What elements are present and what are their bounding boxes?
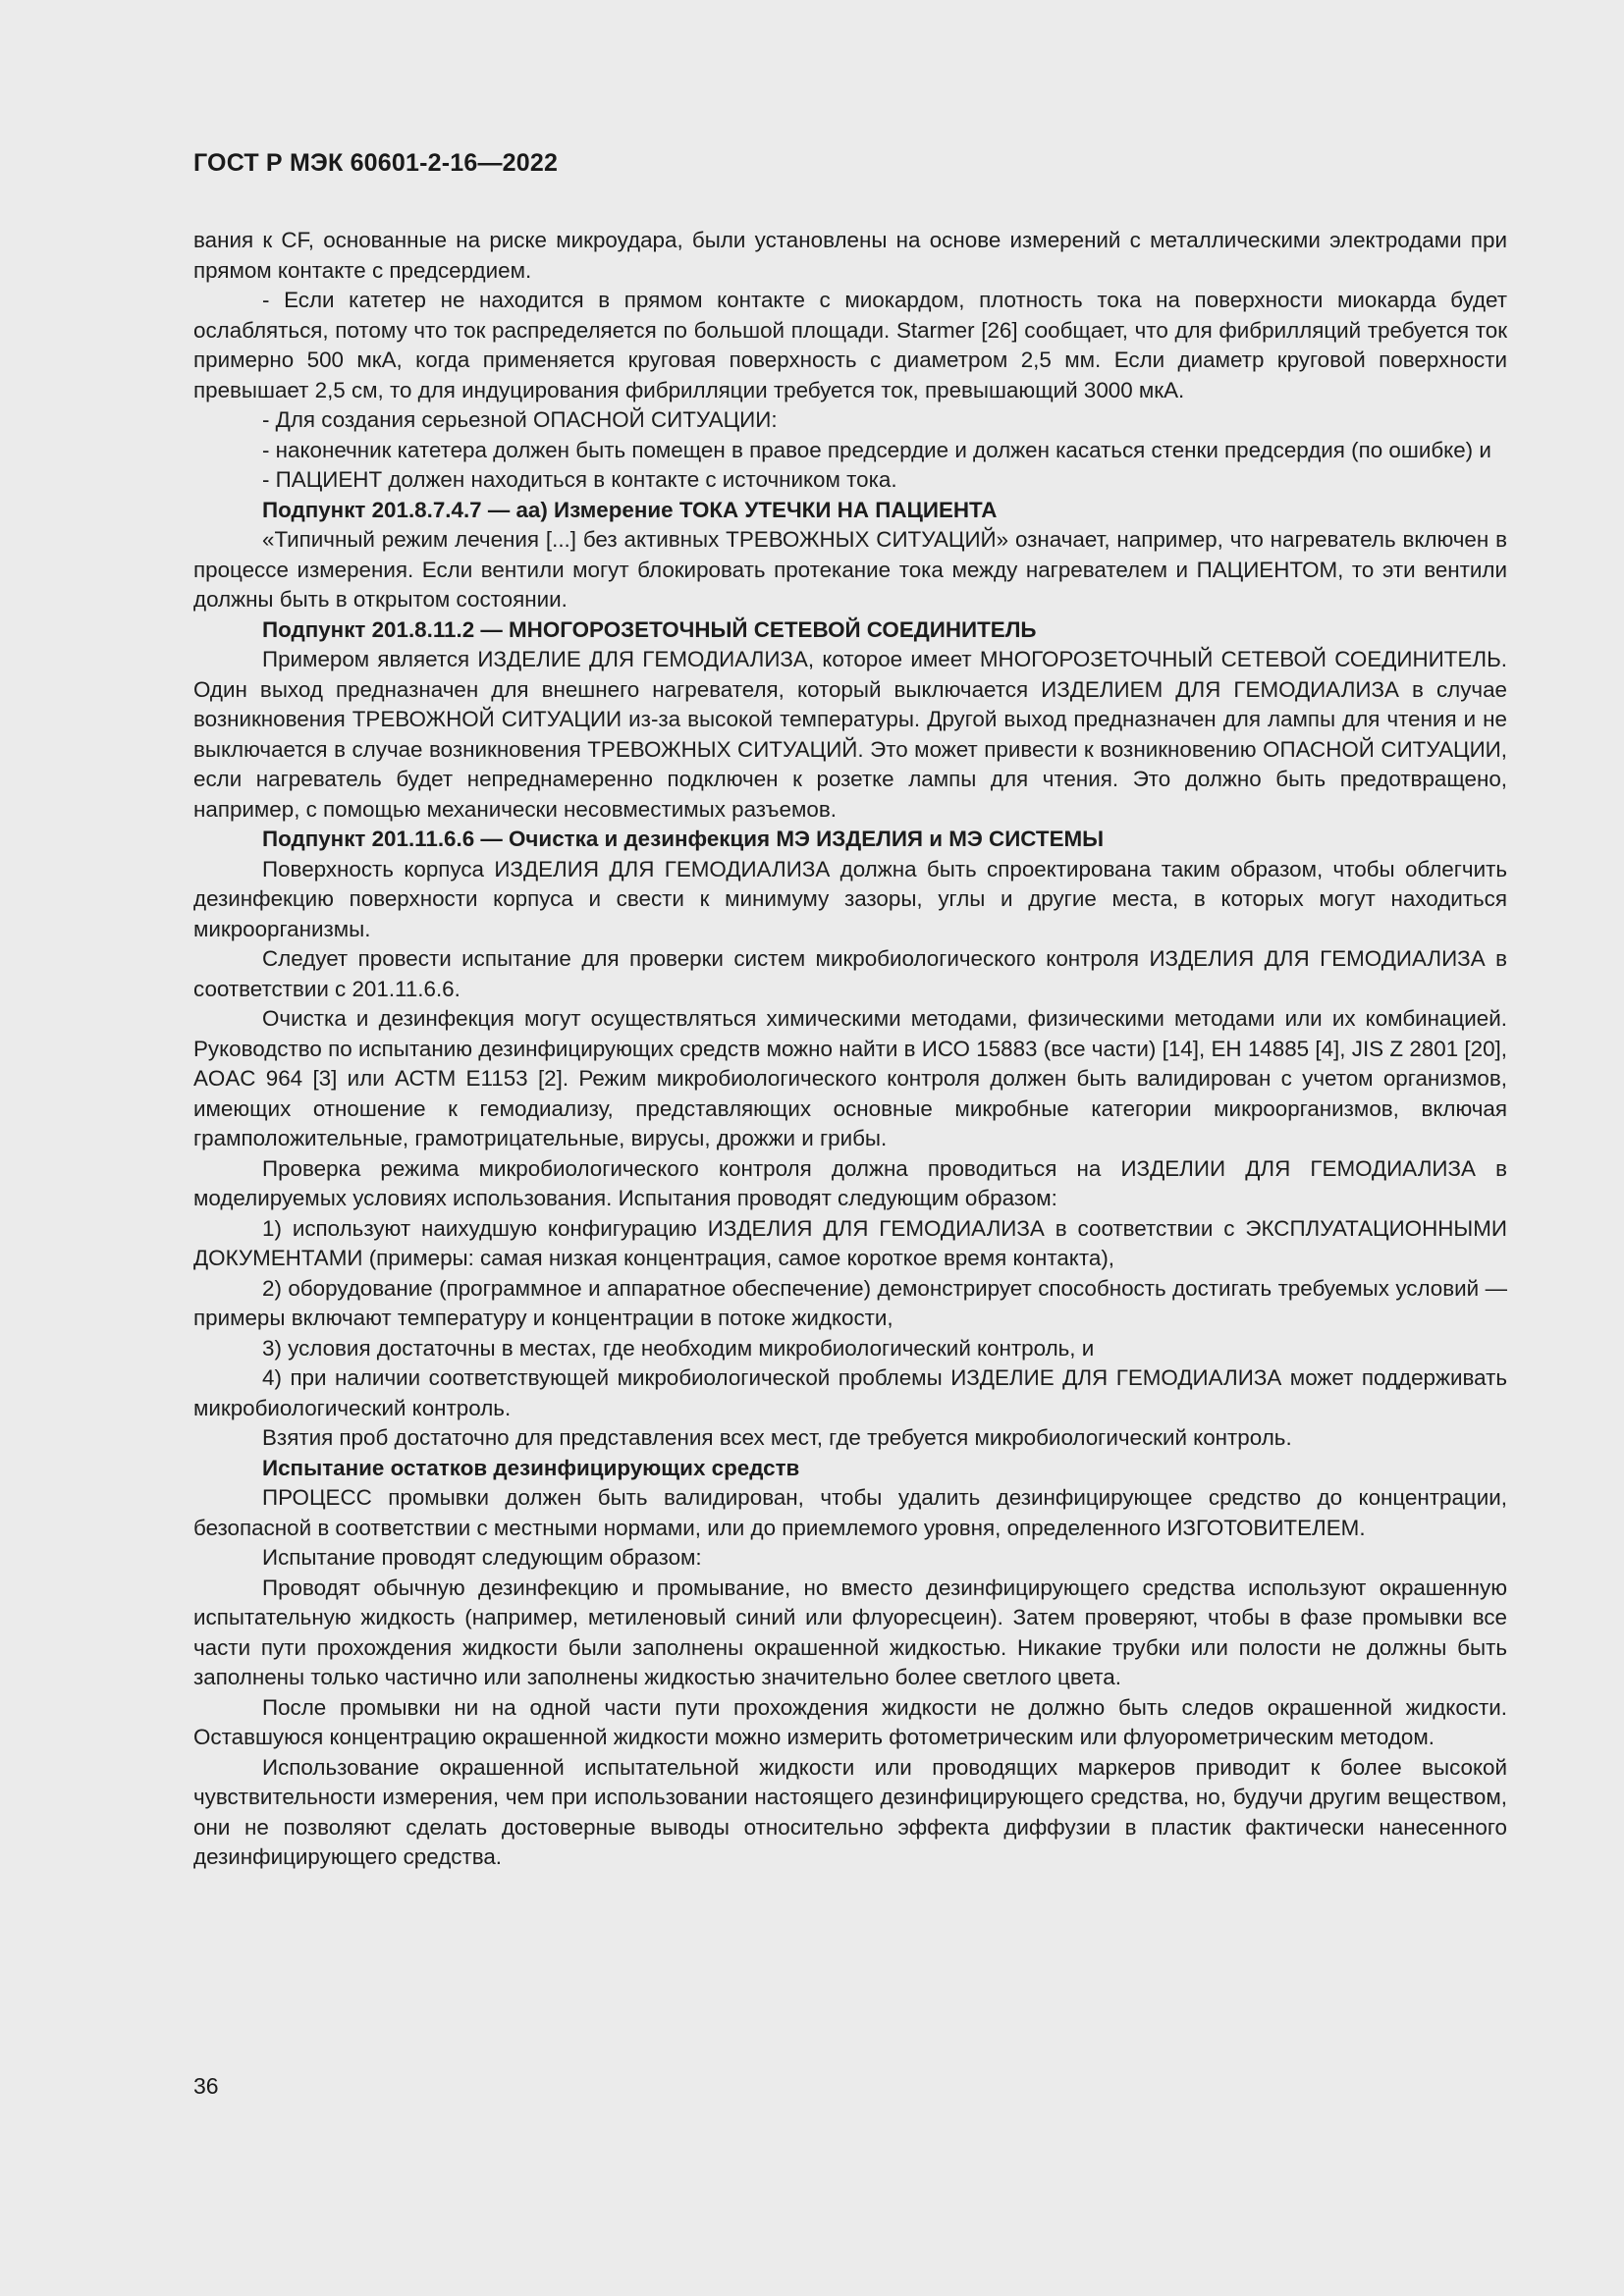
paragraph: - Для создания серьезной ОПАСНОЙ СИТУАЦИИ: [262,407,778,432]
paragraph: «Типичный режим лечения [...] без активных ТРЕВОЖНЫХ СИТУАЦИЙ» означает, например, что нагреватель включен в процессе измерения. Если вентили могут блокировать протекание тока между нагревателем и ПАЦИЕНТОМ, то эти вентили должны быть в открытом состоянии. [193,527,1507,612]
paragraph: Взятия проб достаточно для представления всех мест, где требуется микробиологический контроль. [262,1425,1292,1450]
paragraph: После промывки ни на одной части пути прохождения жидкости не должно быть следов окрашенной жидкости. Оставшуюся концентрацию окрашенной жидкости можно измерить фотометрическим или флуорометрическим методом. [193,1694,1507,1749]
document-body [193,226,1507,1873]
paragraph: 4) при наличии соответствующей микробиологической проблемы ИЗДЕЛИЕ ДЛЯ ГЕМОДИАЛИЗА может поддерживать микробиологический контроль. [193,1365,1507,1420]
paragraph: - наконечник катетера должен быть помещен в правое предсердие и должен касаться стенки предсердия (по ошибке) и [262,437,1491,462]
paragraph: Использование окрашенной испытательной жидкости или проводящих маркеров приводит к более высокой чувствительности измерения, чем при использовании настоящего дезинфицирующего средства, но, будучи другим веществом, они не позволяют сделать достоверные выводы относительно эффекта диффузии в пластик фактически нанесенного дезинфицирующего средства. [193,1754,1507,1869]
section-heading: Подпункт 201.8.7.4.7 — аа) Измерение ТОКА УТЕЧКИ НА ПАЦИЕНТА [262,497,998,522]
paragraph: вания к CF, основанные на риске микроудара, были установлены на основе измерений с металлическими электродами при прямом контакте с предсердием. [193,228,1507,283]
paragraph: Проводят обычную дезинфекцию и промывание, но вместо дезинфицирующего средства используют окрашенную испытательную жидкость (например, метиленовый синий или флуоресцеин). Затем проверяют, чтобы в фазе промывки все части пути прохождения жидкости были заполнены окрашенной жидкостью. Никакие трубки или полости не должны быть заполнены только частично или заполнены жидкостью значительно более светлого цвета. [193,1575,1507,1689]
paragraph: Следует провести испытание для проверки систем микробиологического контроля ИЗДЕЛИЯ ДЛЯ ГЕМОДИАЛИЗА в соответствии с 201.11.6.6. [193,946,1507,1001]
section-heading: Подпункт 201.11.6.6 — Очистка и дезинфекция МЭ ИЗДЕЛИЯ и МЭ СИСТЕМЫ [262,827,1105,851]
paragraph: ПРОЦЕСС промывки должен быть валидирован, чтобы удалить дезинфицирующее средство до концентрации, безопасной в соответствии с местными нормами, или до приемлемого уровня, определенного ИЗГОТОВИТЕЛЕМ. [193,1485,1507,1540]
paragraph: Очистка и дезинфекция могут осуществляться химическими методами, физическими методами или их комбинацией. Руководство по испытанию дезинфицирующих средств можно найти в ИСО 15883 (все части) [14], ЕН 14885 [4], JIS Z 2801 [20], AOAC 964 [3] или АСТМ Е1153 [2]. Режим микробиологического контроля должен быть валидирован с учетом организмов, имеющих отношение к гемодиализу, представляющих основные микробные категории микроорганизмов, включая грамположительные, грамотрицательные, вирусы, дрожжи и грибы. [193,1006,1507,1150]
paragraph: Поверхность корпуса ИЗДЕЛИЯ ДЛЯ ГЕМОДИАЛИЗА должна быть спроектирована таким образом, чтобы облегчить дезинфекцию поверхности корпуса и свести к минимуму зазоры, углы и другие места, в которых могут находиться микроорганизмы. [193,856,1507,941]
paragraph: Примером является ИЗДЕЛИЕ ДЛЯ ГЕМОДИАЛИЗА, которое имеет МНОГОРОЗЕТОЧНЫЙ СЕТЕВОЙ СОЕДИНИТЕЛЬ. Один выход предназначен для внешнего нагревателя, который выключается ИЗДЕЛИЕМ ДЛЯ ГЕМОДИАЛИЗА в случае возникновения ТРЕВОЖНОЙ СИТУАЦИИ из-за высокой температуры. Другой выход предназначен для лампы для чтения и не выключается в случае возникновения ТРЕВОЖНЫХ СИТУАЦИЙ. Это может привести к возникновению ОПАСНОЙ СИТУАЦИИ, если нагреватель будет непреднамеренно подключен к розетке лампы для чтения. Это должно быть предотвращено, например, с помощью механически несовместимых разъемов. [193,647,1507,822]
paragraph: Испытание проводят следующим образом: [262,1545,702,1570]
paragraph: 1) используют наихудшую конфигурацию ИЗДЕЛИЯ ДЛЯ ГЕМОДИАЛИЗА в соответствии с ЭКСПЛУАТАЦИОННЫМИ ДОКУМЕНТАМИ (примеры: самая низкая концентрация, самое короткое время контакта), [193,1215,1507,1270]
paragraph: - Если катетер не находится в прямом контакте с миокардом, плотность тока на поверхности миокарда будет ослабляться, потому что ток распределяется по большой площади. Starmer [26] сообщает, что для фибрилляций требуется ток примерно 500 мкА, когда применяется круговая поверхность с диаметром 2,5 мм. Если диаметр круговой поверхности превышает 2,5 см, то для индуцирования фибрилляции требуется ток, превышающий 3000 мкА. [193,288,1507,402]
paragraph: 3) условия достаточны в местах, где необходим микробиологический контроль, и [262,1335,1095,1361]
paragraph: 2) оборудование (программное и аппаратное обеспечение) демонстрирует способность достигать требуемых условий — примеры включают температуру и концентрации в потоке жидкости, [193,1275,1507,1330]
document-header: ГОСТ Р МЭК 60601-2-16—2022 [193,149,559,177]
paragraph: - ПАЦИЕНТ должен находиться в контакте с источником тока. [262,467,897,492]
section-heading: Подпункт 201.8.11.2 — МНОГОРОЗЕТОЧНЫЙ СЕТЕВОЙ СОЕДИНИТЕЛЬ [262,616,1037,642]
paragraph: Проверка режима микробиологического контроля должна проводиться на ИЗДЕЛИИ ДЛЯ ГЕМОДИАЛИЗА в моделируемых условиях использования. Испытания проводят следующим образом: [193,1155,1507,1210]
page-number: 36 [193,2073,219,2099]
section-heading: Испытание остатков дезинфицирующих средств [262,1455,800,1480]
